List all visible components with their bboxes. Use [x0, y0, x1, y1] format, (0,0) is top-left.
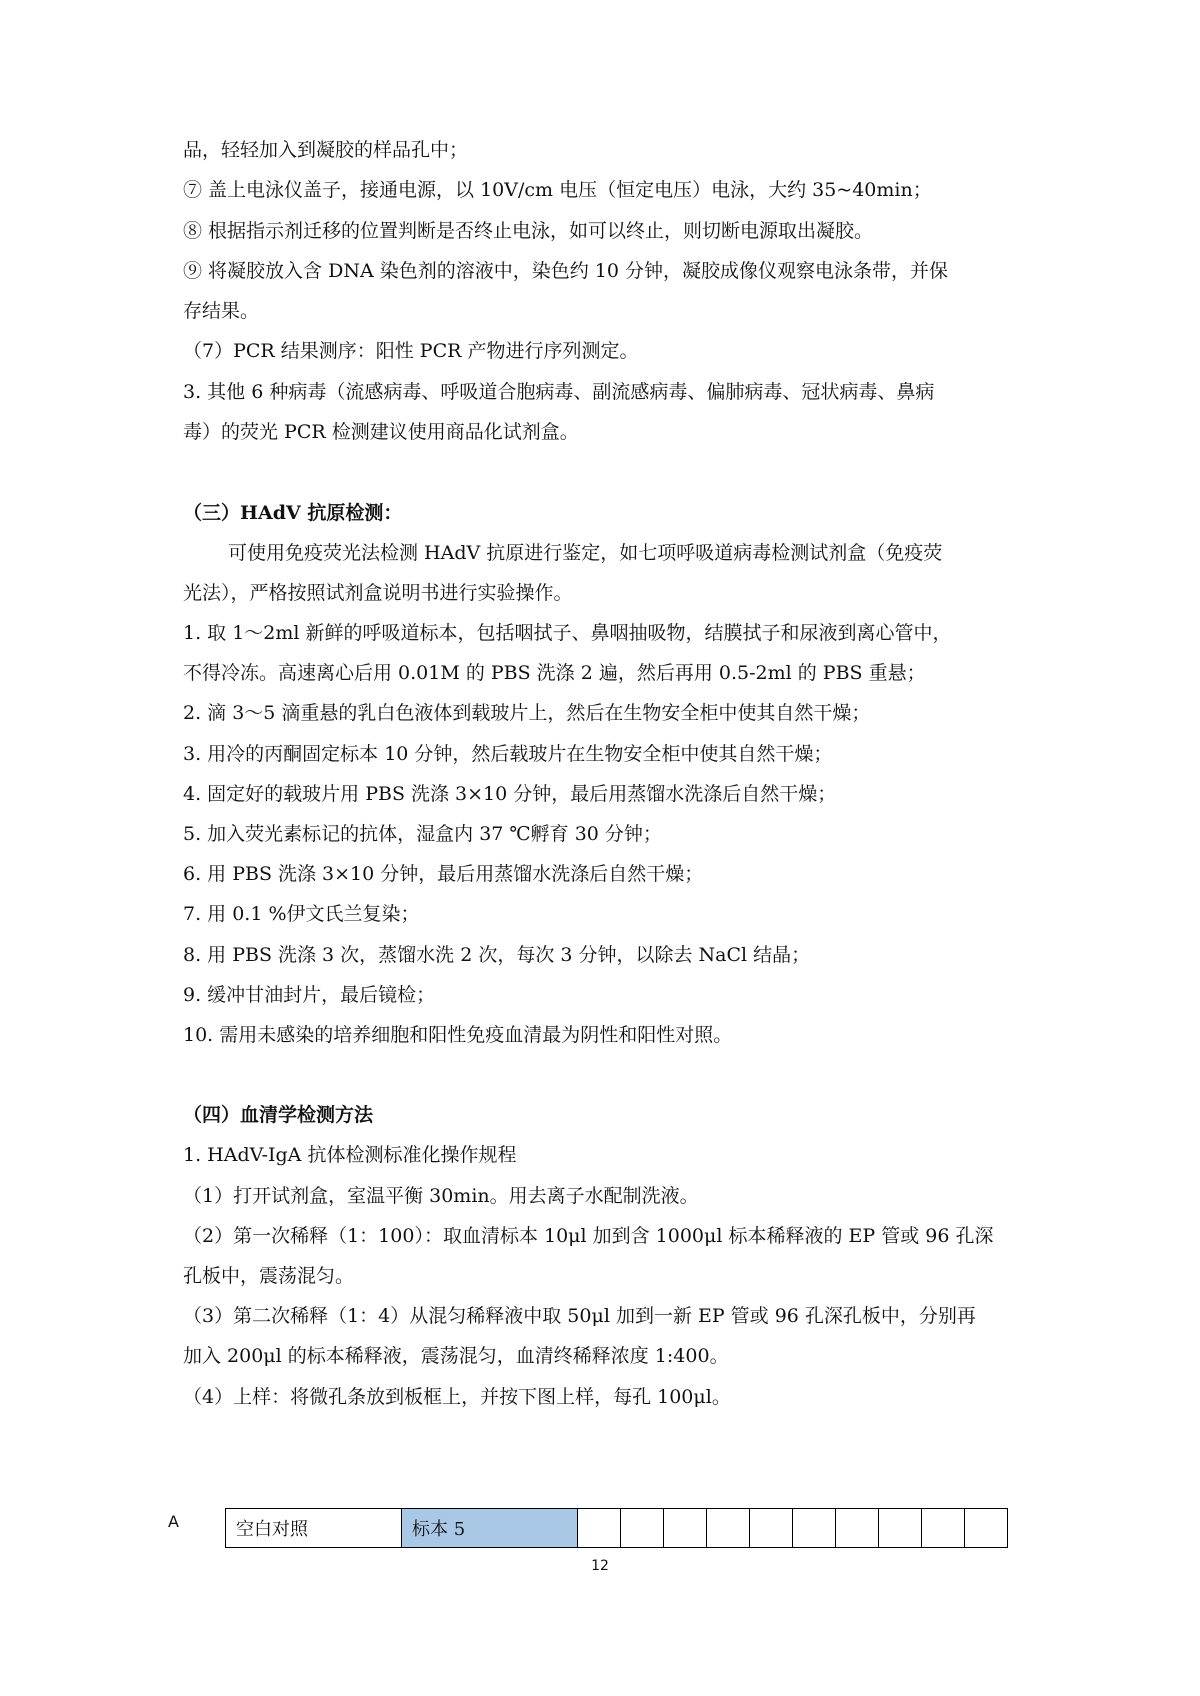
plate-cell — [965, 1509, 1008, 1548]
step-line: 不得冷冻。高速离心后用 0.01M 的 PBS 洗涤 2 遍，然后再用 0.5-2ml 的 PBS 重悬； — [183, 662, 926, 684]
text-line: （7）PCR 结果测序：阳性 PCR 产物进行序列测定。 — [183, 340, 639, 362]
paragraph-line: 光法），严格按照试剂盒说明书进行实验操作。 — [183, 582, 573, 604]
plate-cell — [922, 1509, 965, 1548]
page-number: 12 — [591, 1558, 609, 1574]
text-line: 加入 200μl 的标本稀释液，震荡混匀，血清终稀释浓度 1:400。 — [183, 1345, 729, 1367]
plate-cell-highlighted: 标本 5 — [402, 1509, 578, 1548]
section-heading: （三）HAdV 抗原检测： — [183, 502, 403, 524]
step-line: 1. 取 1～2ml 新鲜的呼吸道标本，包括咽拭子、鼻咽抽吸物，结膜拭子和尿液到离心管中， — [183, 622, 952, 644]
plate-cell: 空白对照 — [226, 1509, 402, 1548]
text-line: ⑧ 根据指示剂迁移的位置判断是否终止电泳，如可以终止，则切断电源取出凝胶。 — [183, 220, 874, 242]
text-line: ⑨ 将凝胶放入含 DNA 染色剂的溶液中，染色约 10 分钟，凝胶成像仪观察电泳条带，并保 — [183, 260, 948, 282]
plate-row-label: A — [168, 1512, 179, 1531]
text-line: ⑦ 盖上电泳仪盖子，接通电源，以 10V/cm 电压（恒定电压）电泳，大约 35~40min； — [183, 179, 932, 201]
plate-cell — [879, 1509, 922, 1548]
step-line: 3. 用冷的丙酮固定标本 10 分钟，然后载玻片在生物安全柜中使其自然干燥； — [183, 743, 833, 765]
plate-cell — [707, 1509, 750, 1548]
text-line: 3. 其他 6 种病毒（流感病毒、呼吸道合胞病毒、副流感病毒、偏肺病毒、冠状病毒、鼻病 — [183, 381, 935, 403]
plate-cell — [578, 1509, 621, 1548]
text-line: （3）第二次稀释（1：4）从混匀稀释液中取 50μl 加到一新 EP 管或 96 孔深孔板中，分别再 — [183, 1305, 976, 1327]
plate-row-a — [226, 1509, 1008, 1548]
plate-cell — [793, 1509, 836, 1548]
section-heading: （四）血清学检测方法 — [183, 1104, 374, 1126]
text-line: （1）打开试剂盒，室温平衡 30min。用去离子水配制洗液。 — [183, 1185, 699, 1207]
plate-layout-table — [225, 1508, 1008, 1548]
plate-cell — [750, 1509, 793, 1548]
text-line: 孔板中，震荡混匀。 — [183, 1265, 355, 1287]
step-line: 9. 缓冲甘油封片，最后镜检； — [183, 984, 436, 1006]
text-line: （4）上样：将微孔条放到板框上，并按下图上样，每孔 100μl。 — [183, 1386, 731, 1408]
step-line: 10. 需用未感染的培养细胞和阳性免疫血清最为阴性和阳性对照。 — [183, 1024, 733, 1046]
step-line: 2. 滴 3～5 滴重悬的乳白色液体到载玻片上，然后在生物安全柜中使其自然干燥； — [183, 702, 871, 724]
plate-cell — [664, 1509, 707, 1548]
text-line: 品，轻轻加入到凝胶的样品孔中； — [183, 139, 469, 161]
plate-cell — [621, 1509, 664, 1548]
step-line: 5. 加入荧光素标记的抗体，湿盒内 37 ℃孵育 30 分钟； — [183, 823, 662, 845]
step-line: 6. 用 PBS 洗涤 3×10 分钟，最后用蒸馏水洗涤后自然干燥； — [183, 863, 704, 885]
text-line: 毒）的荧光 PCR 检测建议使用商品化试剂盒。 — [183, 421, 579, 443]
step-line: 8. 用 PBS 洗涤 3 次，蒸馏水洗 2 次，每次 3 分钟，以除去 NaCl 结晶； — [183, 944, 811, 966]
text-line: 1. HAdV-IgA 抗体检测标准化操作规程 — [183, 1144, 517, 1166]
plate-cell — [836, 1509, 879, 1548]
text-line: （2）第一次稀释（1：100）：取血清标本 10μl 加到含 1000μl 标本稀释液的 EP 管或 96 孔深 — [183, 1225, 994, 1247]
step-line: 7. 用 0.1 %伊文氏兰复染； — [183, 903, 420, 925]
text-line: 存结果。 — [183, 300, 260, 322]
step-line: 4. 固定好的载玻片用 PBS 洗涤 3×10 分钟，最后用蒸馏水洗涤后自然干燥； — [183, 783, 837, 805]
paragraph-line: 可使用免疫荧光法检测 HAdV 抗原进行鉴定，如七项呼吸道病毒检测试剂盒（免疫荧 — [228, 542, 943, 564]
